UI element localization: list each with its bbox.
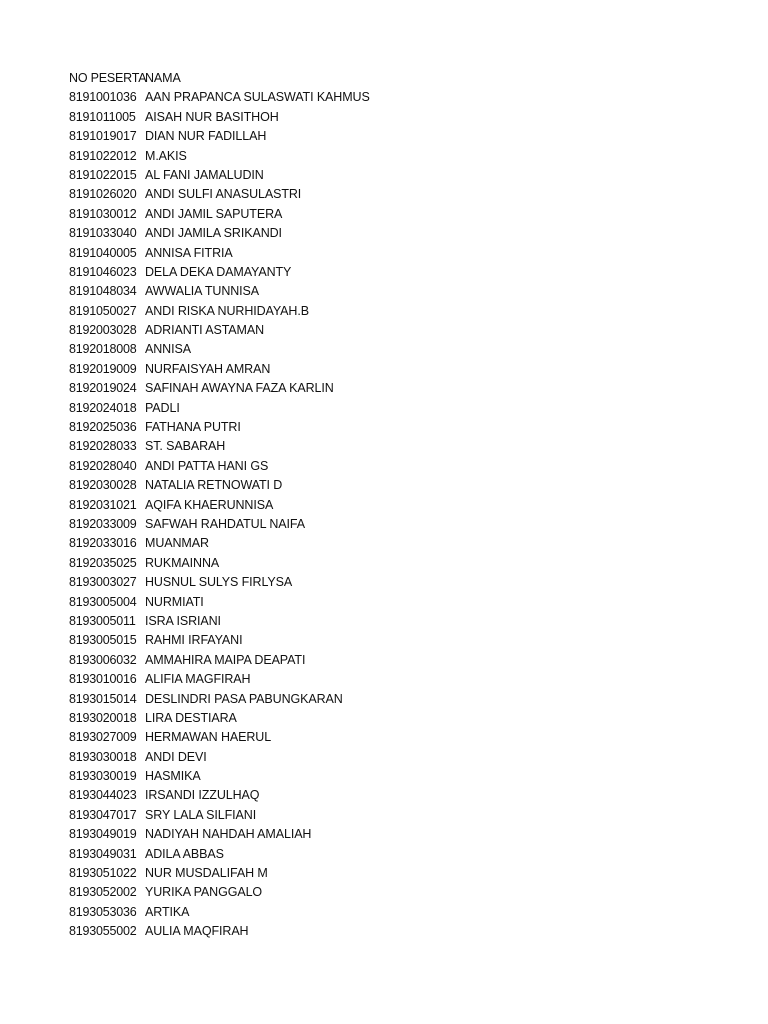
participant-number: 8191050027: [69, 303, 137, 318]
participant-number: 8191011005: [69, 109, 136, 124]
table-row: [69, 476, 370, 495]
participant-name: ANNISA FITRIA: [145, 245, 233, 260]
participant-number: 8193044023: [69, 788, 137, 803]
participant-number: 8193027009: [69, 730, 137, 745]
table-row: [69, 728, 370, 747]
table-row: [69, 360, 370, 379]
table-row: [69, 437, 370, 456]
table-body: [69, 88, 370, 941]
table-row: [69, 185, 370, 204]
participant-name: ANDI JAMIL SAPUTERA: [145, 206, 283, 221]
table-row: [69, 903, 370, 922]
participant-number: 8193003027: [69, 575, 137, 590]
participant-name: NURFAISYAH AMRAN: [145, 361, 271, 376]
participant-number: 8191048034: [69, 284, 137, 299]
table-row: [69, 573, 370, 592]
table-row: [69, 767, 370, 786]
participant-name: AL FANI JAMALUDIN: [145, 167, 264, 182]
participant-number: 8193010016: [69, 672, 137, 687]
table-row: [69, 457, 370, 476]
participant-number: 8193055002: [69, 924, 137, 939]
participant-name: ISRA ISRIANI: [145, 613, 221, 628]
participant-number: 8193030018: [69, 749, 137, 764]
participant-number: 8193047017: [69, 807, 137, 822]
participant-number: 8192003028: [69, 323, 137, 338]
participant-name: ALIFIA MAGFIRAH: [145, 672, 251, 687]
table-row: [69, 593, 370, 612]
participant-number: 8193049031: [69, 846, 137, 861]
participant-number: 8193030019: [69, 769, 137, 784]
participant-name: NUR MUSDALIFAH M: [145, 866, 268, 881]
participant-name: AQIFA KHAERUNNISA: [145, 497, 274, 512]
table-row: [69, 554, 370, 573]
table-row: [69, 399, 370, 418]
table-row: [69, 496, 370, 515]
participant-name: AWWALIA TUNNISA: [145, 284, 260, 299]
participant-number: 8192019009: [69, 361, 137, 376]
participant-name: RUKMAINNA: [145, 555, 220, 570]
participant-name: ANNISA: [145, 342, 191, 357]
participant-number: 8193006032: [69, 652, 137, 667]
participant-number: 8191022015: [69, 167, 137, 182]
participant-number: 8193005015: [69, 633, 137, 648]
table-row: [69, 883, 370, 902]
participant-name: DELA DEKA DAMAYANTY: [145, 264, 292, 279]
participant-number: 8191040005: [69, 245, 137, 260]
table-row: [69, 418, 370, 437]
participant-table: [69, 69, 370, 942]
header-no-peserta: NO PESERTA: [69, 71, 147, 85]
participant-number: 8193005004: [69, 594, 137, 609]
table-row: [69, 108, 370, 127]
participant-name: PADLI: [145, 400, 180, 415]
participant-name: ADILA ABBAS: [145, 846, 224, 861]
table-row: [69, 612, 370, 631]
participant-name: IRSANDI IZZULHAQ: [145, 788, 260, 803]
table-row: [69, 205, 370, 224]
participant-name: YURIKA PANGGALO: [145, 885, 263, 900]
participant-name: SAFINAH AWAYNA FAZA KARLIN: [145, 381, 334, 396]
participant-name: LIRA DESTIARA: [145, 710, 237, 725]
participant-name: HASMIKA: [145, 769, 201, 784]
table-row: [69, 690, 370, 709]
table-row: [69, 651, 370, 670]
header-nama: NAMA: [145, 71, 181, 85]
table-row: [69, 282, 370, 301]
participant-number: 8192025036: [69, 420, 137, 435]
participant-name: AAN PRAPANCA SULASWATI KAHMUS: [145, 90, 370, 105]
table-row: [69, 748, 370, 767]
participant-name: ANDI DEVI: [145, 749, 207, 764]
table-row: [69, 786, 370, 805]
participant-name: MUANMAR: [145, 536, 209, 551]
participant-name: SAFWAH RAHDATUL NAIFA: [145, 516, 305, 531]
participant-number: 8191019017: [69, 129, 137, 144]
participant-number: 8191022012: [69, 148, 137, 163]
participant-name: NADIYAH NAHDAH AMALIAH: [145, 827, 312, 842]
table-row: [69, 340, 370, 359]
table-row: [69, 127, 370, 146]
participant-name: ANDI PATTA HANI GS: [145, 458, 269, 473]
table-row: [69, 922, 370, 941]
participant-number: 8191046023: [69, 264, 137, 279]
table-row: [69, 631, 370, 650]
participant-name: DESLINDRI PASA PABUNGKARAN: [145, 691, 343, 706]
participant-name: ADRIANTI ASTAMAN: [145, 323, 265, 338]
participant-name: HERMAWAN HAERUL: [145, 730, 272, 745]
participant-name: ARTIKA: [145, 904, 190, 919]
participant-number: 8192018008: [69, 342, 137, 357]
participant-number: 8193020018: [69, 710, 137, 725]
participant-name: NURMIATI: [145, 594, 204, 609]
participant-name: ANDI RISKA NURHIDAYAH.B: [145, 303, 309, 318]
participant-name: SRY LALA SILFIANI: [145, 807, 257, 822]
participant-number: 8193049019: [69, 827, 137, 842]
participant-number: 8192035025: [69, 555, 137, 570]
table-row: [69, 806, 370, 825]
participant-name: AMMAHIRA MAIPA DEAPATI: [145, 652, 306, 667]
participant-number: 8192028033: [69, 439, 137, 454]
table-row: [69, 147, 370, 166]
table-header: [69, 69, 370, 88]
table-row: [69, 263, 370, 282]
participant-number: 8192030028: [69, 478, 137, 493]
participant-number: 8192033016: [69, 536, 137, 551]
participant-number: 8193052002: [69, 885, 137, 900]
participant-number: 8191033040: [69, 226, 137, 241]
participant-name: RAHMI IRFAYANI: [145, 633, 243, 648]
participant-name: ANDI SULFI ANASULASTRI: [145, 187, 302, 202]
table-row: [69, 224, 370, 243]
participant-number: 8193053036: [69, 904, 137, 919]
participant-number: 8192031021: [69, 497, 137, 512]
participant-number: 8191001036: [69, 90, 137, 105]
table-row: [69, 166, 370, 185]
table-row: [69, 864, 370, 883]
table-row: [69, 670, 370, 689]
table-row: [69, 709, 370, 728]
table-row: [69, 244, 370, 263]
table-row: [69, 534, 370, 553]
participant-name: AULIA MAQFIRAH: [145, 924, 249, 939]
participant-name: NATALIA RETNOWATI D: [145, 478, 283, 493]
table-row: [69, 321, 370, 340]
participant-number: 8192024018: [69, 400, 137, 415]
table-row: [69, 845, 370, 864]
participant-name: FATHANA PUTRI: [145, 420, 241, 435]
participant-number: 8193051022: [69, 866, 137, 881]
table-row: [69, 379, 370, 398]
table-row: [69, 515, 370, 534]
participant-number: 8192028040: [69, 458, 137, 473]
participant-number: 8191030012: [69, 206, 137, 221]
table-row: [69, 302, 370, 321]
participant-number: 8193005011: [69, 613, 136, 628]
participant-name: DIAN NUR FADILLAH: [145, 129, 267, 144]
participant-number: 8192033009: [69, 516, 137, 531]
participant-number: 8191026020: [69, 187, 137, 202]
participant-name: HUSNUL SULYS FIRLYSA: [145, 575, 293, 590]
participant-number: 8192019024: [69, 381, 137, 396]
participant-name: ANDI JAMILA SRIKANDI: [145, 226, 282, 241]
table-row: [69, 88, 370, 107]
participant-name: M.AKIS: [145, 148, 187, 163]
participant-name: ST. SABARAH: [145, 439, 226, 454]
table-row: [69, 825, 370, 844]
participant-name: AISAH NUR BASITHOH: [145, 109, 279, 124]
participant-number: 8193015014: [69, 691, 137, 706]
